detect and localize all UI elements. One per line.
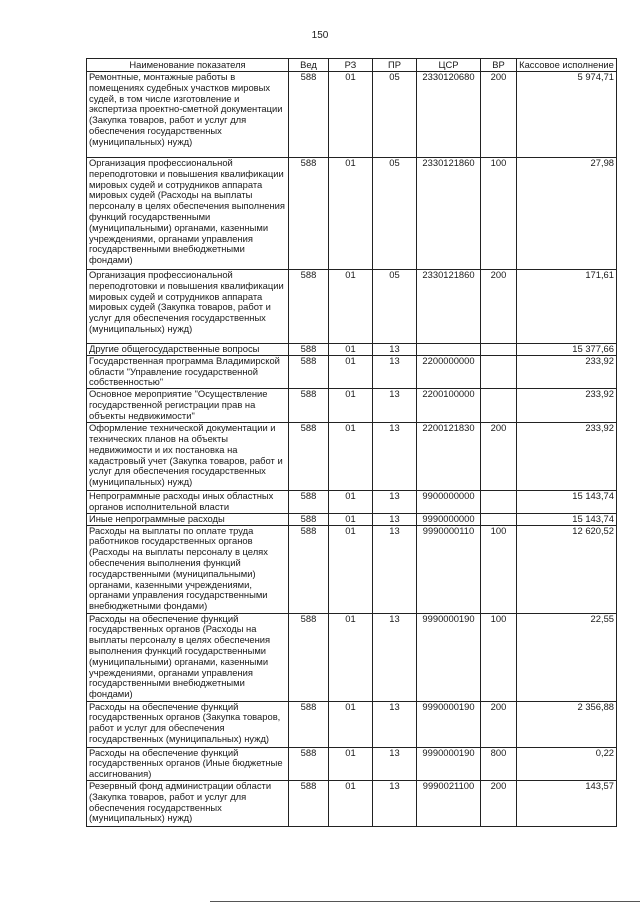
row-csr: 2330120680	[417, 72, 481, 158]
row-ved: 588	[289, 513, 329, 525]
row-pr: 13	[373, 513, 417, 525]
row-rz: 01	[329, 747, 373, 780]
row-amount: 233,92	[517, 423, 617, 491]
table-row	[87, 613, 617, 701]
row-amount: 15 143,74	[517, 513, 617, 525]
row-vr: 800	[481, 747, 517, 780]
row-ved: 588	[289, 491, 329, 514]
row-name: Расходы на обеспечение функций государственных органов (Расходы на выплаты персоналу в целях обеспечения выполнения функций государственными (муниципальными) органами, казенными учреждениями, органами управления государственными внебюджетными фондами)	[87, 613, 289, 701]
row-vr	[481, 513, 517, 525]
table-row	[87, 491, 617, 514]
row-pr: 13	[373, 613, 417, 701]
row-csr: 2330121860	[417, 158, 481, 270]
row-name: Организация профессиональной переподготовки и повышения квалификации мировых судей и сотрудников аппарата мировых судей (Расходы на выплаты персоналу в целях обеспечения выполнения функций государственными (муниципальными) органами, казенными учреждениями, органами управления государственными внебюджетными фондами)	[87, 158, 289, 270]
header-amount: Кассовое исполнение	[517, 59, 617, 72]
row-name: Расходы на обеспечение функций государственных органов (Иные бюджетные ассигнования)	[87, 747, 289, 780]
table-row	[87, 525, 617, 613]
row-csr: 9990000110	[417, 525, 481, 613]
row-vr: 200	[481, 423, 517, 491]
row-vr: 200	[481, 701, 517, 747]
row-ved: 588	[289, 701, 329, 747]
row-amount: 5 974,71	[517, 72, 617, 158]
header-vr: ВР	[481, 59, 517, 72]
row-vr: 200	[481, 72, 517, 158]
row-ved: 588	[289, 344, 329, 356]
header-ved: Вед	[289, 59, 329, 72]
row-pr: 13	[373, 525, 417, 613]
row-name: Резервный фонд администрации области (Закупка товаров, работ и услуг для обеспечения государственных (муниципальных) нужд)	[87, 780, 289, 826]
table-row	[87, 423, 617, 491]
row-vr: 100	[481, 158, 517, 270]
row-vr	[481, 389, 517, 423]
row-name: Организация профессиональной переподготовки и повышения квалификации мировых судей и сотрудников аппарата мировых судей (Закупка товаров, работ и услуг для обеспечения государственных (муниципальных) нужд)	[87, 270, 289, 344]
row-amount: 2 356,88	[517, 701, 617, 747]
row-name: Непрограммные расходы иных областных органов исполнительной власти	[87, 491, 289, 514]
row-csr: 2330121860	[417, 270, 481, 344]
row-amount: 143,57	[517, 780, 617, 826]
row-name: Расходы на выплаты по оплате труда работников государственных органов (Расходы на выплаты персоналу в целях обеспечения выполнения функций государственными (муниципальными) органами, казенными учреждениями, органами управления государственными внебюджетными фондами)	[87, 525, 289, 613]
row-csr: 2200121830	[417, 423, 481, 491]
bottom-rule	[210, 901, 640, 902]
header-name: Наименование показателя	[87, 59, 289, 72]
table-row	[87, 344, 617, 356]
row-pr: 13	[373, 491, 417, 514]
table-row	[87, 158, 617, 270]
row-pr: 13	[373, 780, 417, 826]
row-rz: 01	[329, 389, 373, 423]
row-ved: 588	[289, 270, 329, 344]
row-rz: 01	[329, 513, 373, 525]
row-ved: 588	[289, 389, 329, 423]
row-pr: 13	[373, 701, 417, 747]
row-rz: 01	[329, 355, 373, 388]
row-rz: 01	[329, 158, 373, 270]
header-csr: ЦСР	[417, 59, 481, 72]
row-csr: 9990000000	[417, 513, 481, 525]
table-row	[87, 513, 617, 525]
row-vr	[481, 491, 517, 514]
header-pr: ПР	[373, 59, 417, 72]
row-rz: 01	[329, 72, 373, 158]
header-rz: РЗ	[329, 59, 373, 72]
table-row	[87, 355, 617, 388]
row-rz: 01	[329, 525, 373, 613]
row-vr	[481, 344, 517, 356]
table-row	[87, 389, 617, 423]
row-ved: 588	[289, 72, 329, 158]
table-row	[87, 270, 617, 344]
row-rz: 01	[329, 613, 373, 701]
row-csr	[417, 344, 481, 356]
row-csr: 2200000000	[417, 355, 481, 388]
row-amount: 27,98	[517, 158, 617, 270]
row-csr: 9990021100	[417, 780, 481, 826]
row-ved: 588	[289, 423, 329, 491]
budget-execution-table	[86, 58, 617, 827]
row-amount: 15 143,74	[517, 491, 617, 514]
row-ved: 588	[289, 747, 329, 780]
row-name: Государственная программа Владимирской области "Управление государственной собственностью"	[87, 355, 289, 388]
row-name: Иные непрограммные расходы	[87, 513, 289, 525]
row-ved: 588	[289, 158, 329, 270]
row-pr: 13	[373, 389, 417, 423]
row-csr: 9990000190	[417, 701, 481, 747]
row-pr: 13	[373, 423, 417, 491]
row-rz: 01	[329, 344, 373, 356]
row-name: Другие общегосударственные вопросы	[87, 344, 289, 356]
row-pr: 05	[373, 72, 417, 158]
row-name: Расходы на обеспечение функций государственных органов (Закупка товаров, работ и услуг для обеспечения государственных (муниципальных) нужд)	[87, 701, 289, 747]
row-amount: 0,22	[517, 747, 617, 780]
row-ved: 588	[289, 780, 329, 826]
page-number: 150	[311, 30, 329, 41]
row-vr: 100	[481, 525, 517, 613]
row-name: Основное мероприятие "Осуществление государственной регистрации прав на объекты недвижимости"	[87, 389, 289, 423]
table-row	[87, 701, 617, 747]
row-name: Ремонтные, монтажные работы в помещениях судебных участков мировых судей, в том числе изготовление и экспертиза проектно-сметной документации (Закупка товаров, работ и услуг для обеспечения государственных (муниципальных) нужд)	[87, 72, 289, 158]
row-amount: 12 620,52	[517, 525, 617, 613]
table-row	[87, 747, 617, 780]
row-vr	[481, 355, 517, 388]
table-row	[87, 72, 617, 158]
row-pr: 13	[373, 355, 417, 388]
row-pr: 13	[373, 344, 417, 356]
row-amount: 22,55	[517, 613, 617, 701]
row-pr: 13	[373, 747, 417, 780]
row-rz: 01	[329, 701, 373, 747]
row-csr: 9990000190	[417, 747, 481, 780]
row-amount: 233,92	[517, 389, 617, 423]
row-vr: 100	[481, 613, 517, 701]
row-rz: 01	[329, 491, 373, 514]
row-csr: 9900000000	[417, 491, 481, 514]
row-amount: 171,61	[517, 270, 617, 344]
table-header-row	[87, 59, 617, 72]
row-ved: 588	[289, 613, 329, 701]
row-pr: 05	[373, 158, 417, 270]
row-pr: 05	[373, 270, 417, 344]
row-vr: 200	[481, 270, 517, 344]
row-ved: 588	[289, 355, 329, 388]
row-vr: 200	[481, 780, 517, 826]
table-row	[87, 780, 617, 826]
row-csr: 9990000190	[417, 613, 481, 701]
row-amount: 15 377,66	[517, 344, 617, 356]
row-rz: 01	[329, 780, 373, 826]
row-rz: 01	[329, 270, 373, 344]
row-ved: 588	[289, 525, 329, 613]
row-name: Оформление технической документации и технических планов на объекты недвижимости и их постановка на кадастровый учет (Закупка товаров, работ и услуг для обеспечения государственных (муниципальных) нужд)	[87, 423, 289, 491]
row-amount: 233,92	[517, 355, 617, 388]
row-rz: 01	[329, 423, 373, 491]
row-csr: 2200100000	[417, 389, 481, 423]
